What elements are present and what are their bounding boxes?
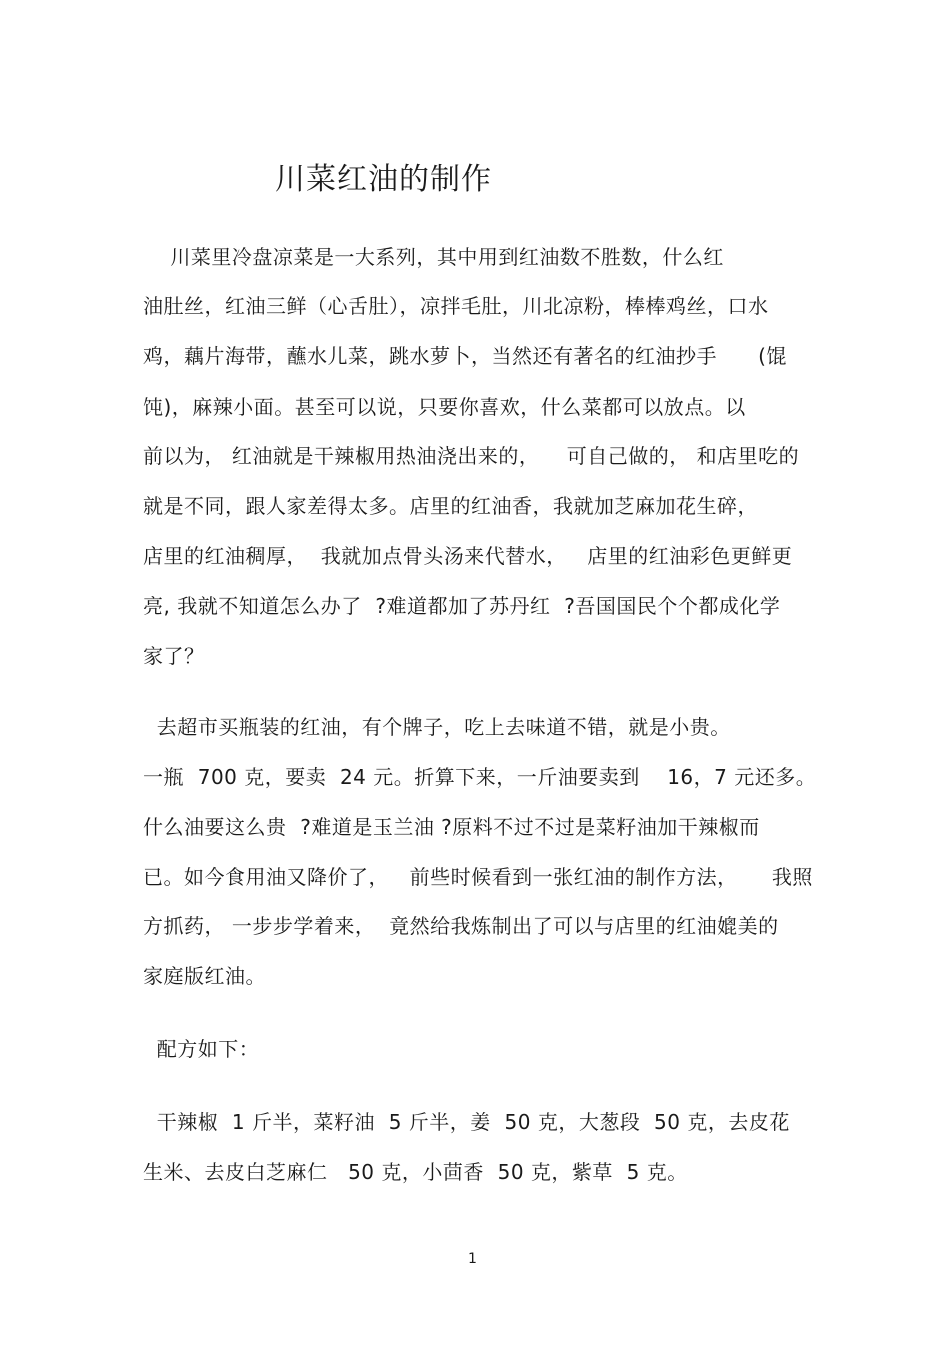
paragraph-line: 家庭版红油。 xyxy=(143,964,266,988)
paragraph-line: 店里的红油稠厚， 我就加点骨头汤来代替水， 店里的红油彩色更鲜更 xyxy=(143,544,793,568)
paragraph-line: 鸡，藕片海带，蘸水儿菜，跳水萝卜，当然还有著名的红油抄手 (馄 xyxy=(143,344,787,368)
paragraph-line: 就是不同，跟人家差得太多。店里的红油香，我就加芝麻加花生碎， xyxy=(143,494,758,518)
paragraph-line: 方抓药， 一步步学着来， 竟然给我炼制出了可以与店里的红油媲美的 xyxy=(143,914,779,938)
paragraph-line: 川菜里冷盘凉菜是一大系列，其中用到红油数不胜数，什么红 xyxy=(143,245,724,269)
page-number: 1 xyxy=(468,1251,477,1267)
paragraph-line: 一瓶 700 克，要卖 24 元。折算下来，一斤油要卖到 16，7 元还多。 xyxy=(143,765,817,789)
paragraph-line: 干辣椒 1 斤半，菜籽油 5 斤半，姜 50 克，大葱段 50 克，去皮花 xyxy=(143,1110,790,1134)
paragraph-line: 亮, 我就不知道怎么办了 ?难道都加了苏丹红 ?吾国国民个个都成化学 xyxy=(143,594,781,618)
paragraph-line: 生米、去皮白芝麻仁 50 克，小茴香 50 克，紫草 5 克。 xyxy=(143,1160,688,1184)
document-title: 川菜红油的制作 xyxy=(275,162,492,197)
paragraph-line: 前以为， 红油就是干辣椒用热油浇出来的， 可自己做的， 和店里吃的 xyxy=(143,444,800,468)
paragraph-line: 饨)，麻辣小面。甚至可以说，只要你喜欢，什么菜都可以放点。以 xyxy=(143,395,746,419)
paragraph-line: 配方如下： xyxy=(143,1037,260,1061)
paragraph-line: 去超市买瓶装的红油，有个牌子，吃上去味道不错，就是小贵。 xyxy=(143,715,731,739)
paragraph-line: 什么油要这么贵 ?难道是玉兰油 ?原料不过不过是菜籽油加干辣椒而 xyxy=(143,815,760,839)
paragraph-line: 油肚丝，红油三鲜（心舌肚），凉拌毛肚，川北凉粉，棒棒鸡丝，口水 xyxy=(143,294,769,318)
paragraph-line: 家了？ xyxy=(143,644,205,668)
paragraph-line: 已。如今食用油又降价了， 前些时候看到一张红油的制作方法， 我照 xyxy=(143,865,813,889)
